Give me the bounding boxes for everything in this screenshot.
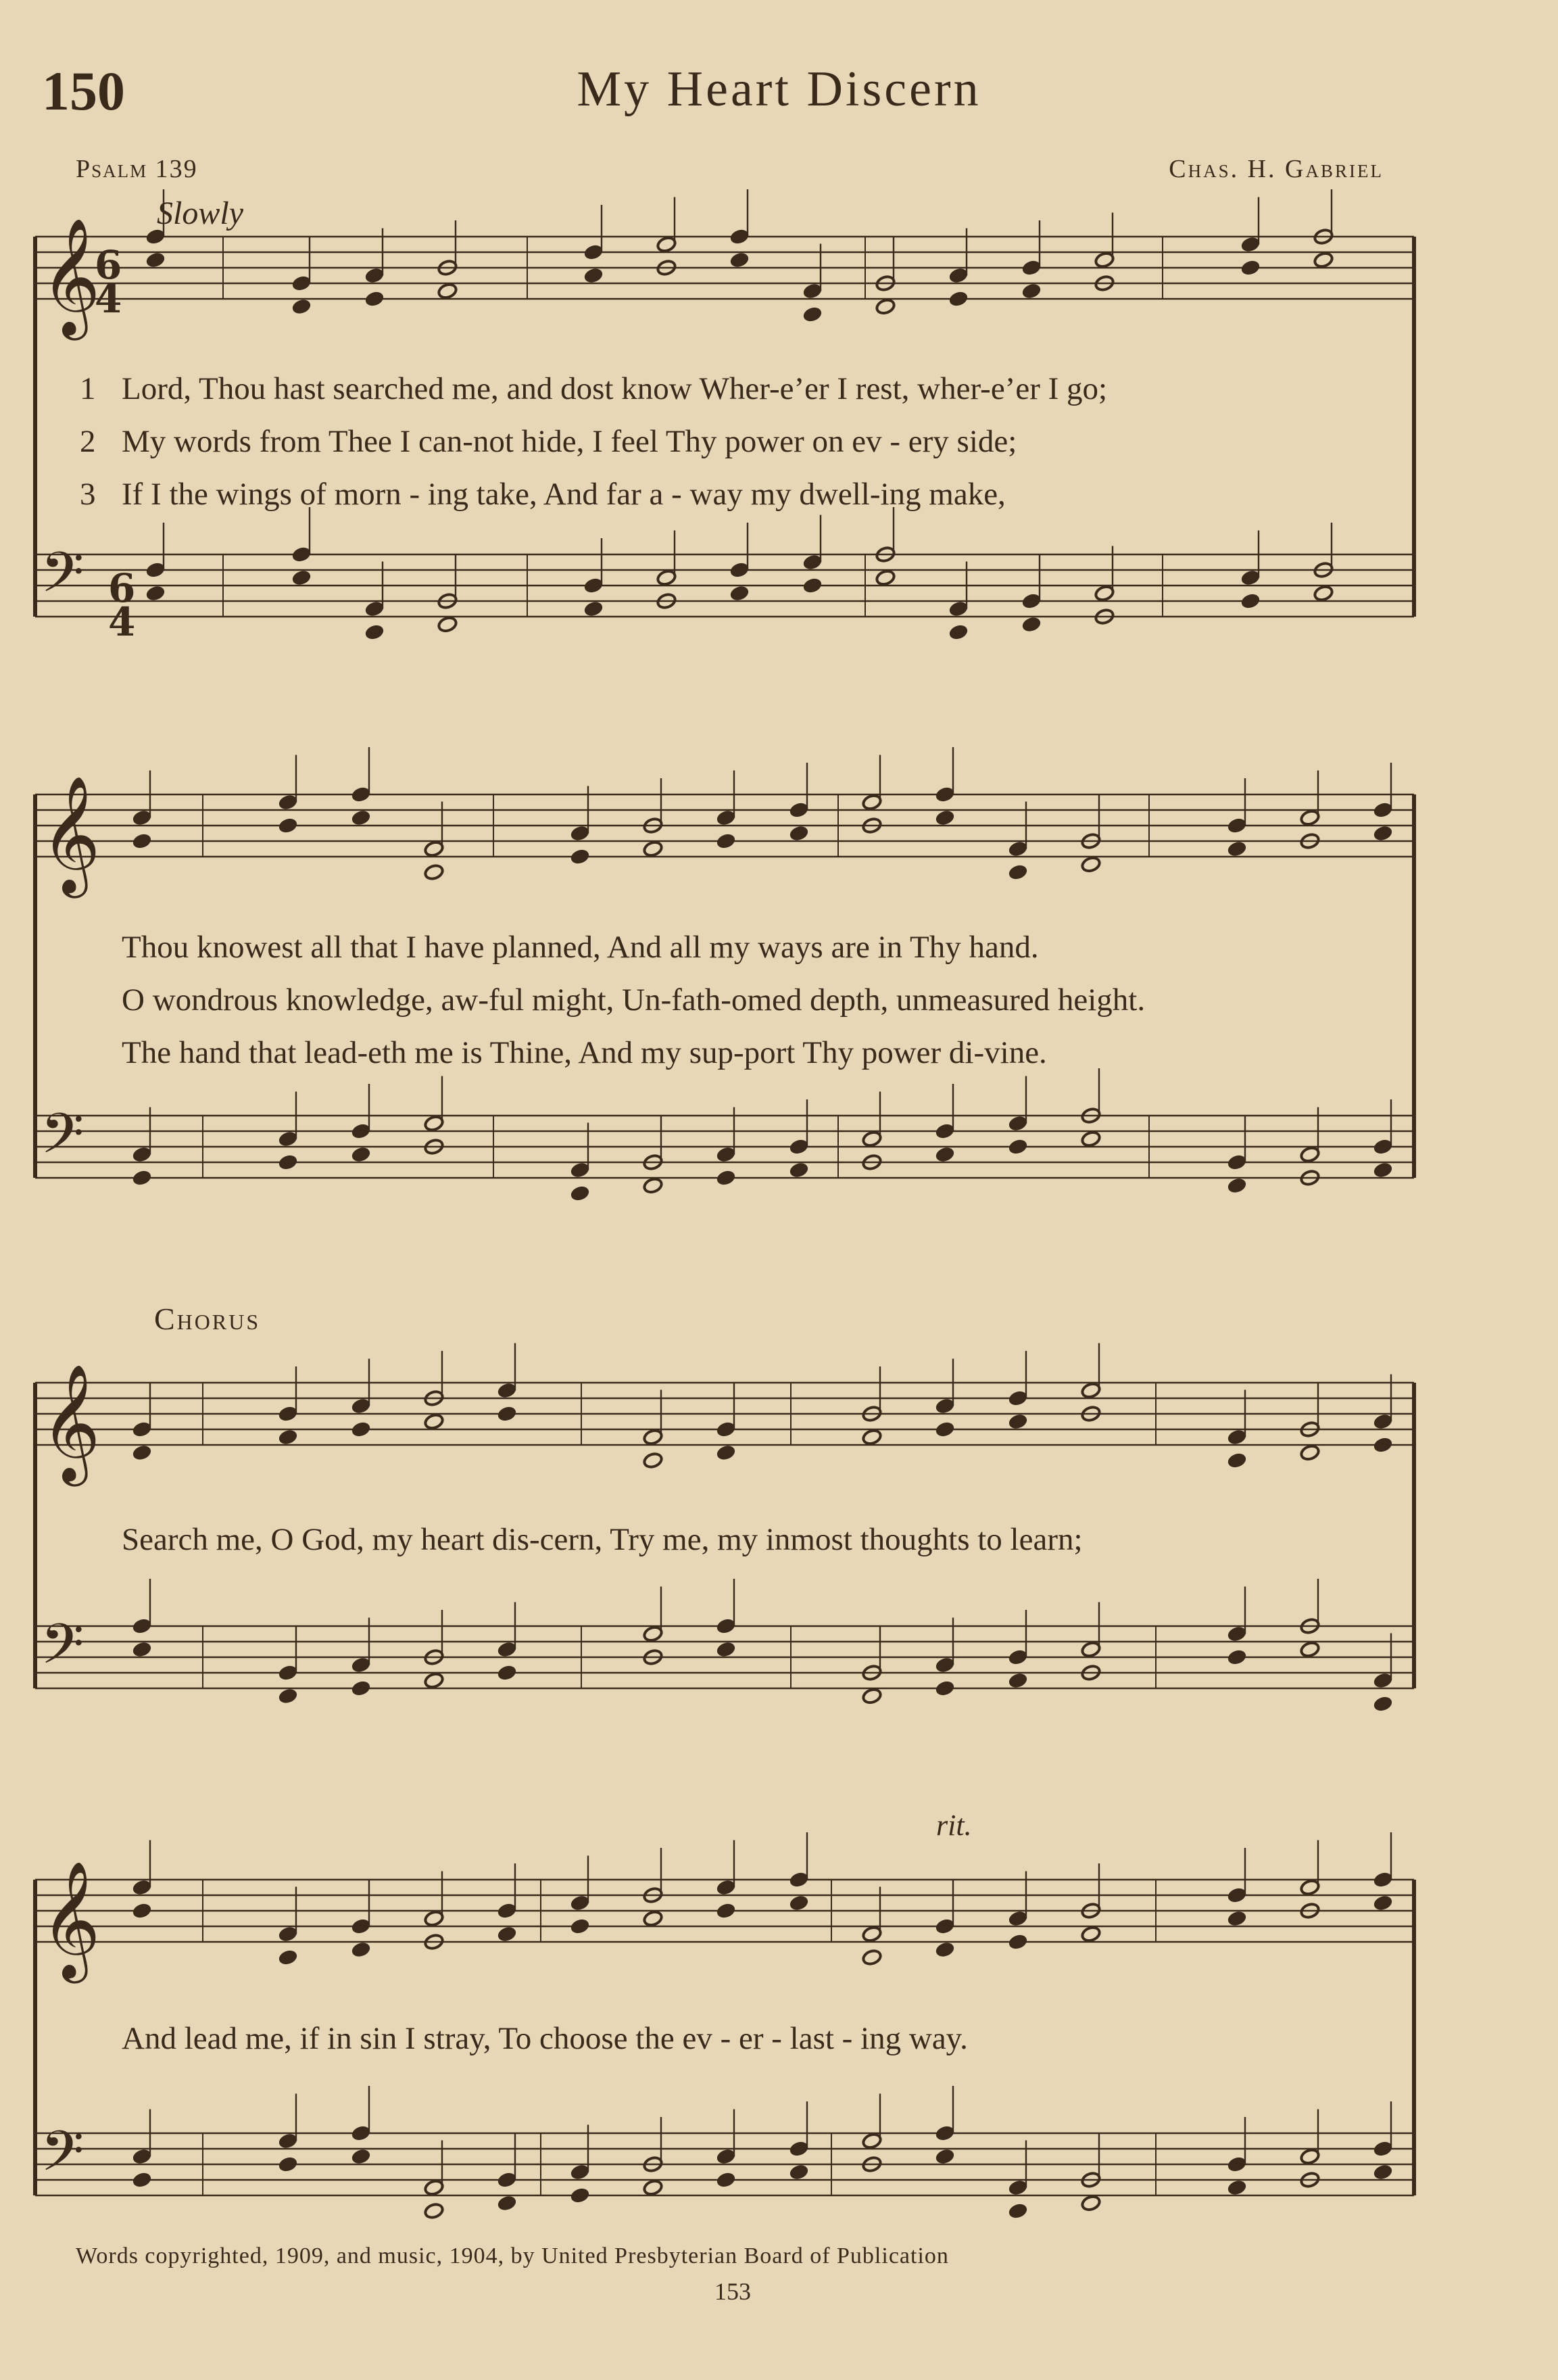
note-head [132, 832, 153, 850]
note-head [862, 1688, 883, 1705]
note-head [132, 1617, 153, 1635]
note-head [1373, 1871, 1394, 1888]
note-head [132, 1444, 153, 1462]
note-head [1373, 1672, 1394, 1690]
note-head [364, 600, 385, 618]
note-head [278, 1688, 299, 1705]
verse-number: 3 [80, 477, 96, 512]
note-head [656, 236, 677, 254]
note-head [424, 2179, 445, 2197]
note-head [935, 1918, 956, 1935]
note-head [278, 2156, 299, 2173]
note-head [716, 1169, 737, 1187]
note-head [716, 2171, 737, 2189]
note-head [935, 1146, 956, 1164]
note-head [132, 1146, 153, 1164]
note-head [351, 1146, 372, 1164]
hymn-title: My Heart Discern [577, 62, 981, 117]
note-head [862, 1130, 883, 1148]
note-head [583, 600, 604, 618]
note-head [1008, 2179, 1029, 2197]
note-head [656, 569, 677, 587]
tempo-marking: Slowly [157, 195, 243, 231]
note-head [716, 1617, 737, 1635]
note-head [862, 2133, 883, 2150]
note-head [497, 1382, 518, 1400]
note-head [351, 786, 372, 803]
note-head [424, 1115, 445, 1133]
note-head [1300, 1146, 1321, 1164]
composer-credit: Chas. H. Gabriel [1169, 155, 1384, 183]
note-head [291, 275, 312, 292]
note-head [862, 1429, 883, 1446]
note-head [497, 2171, 518, 2189]
bass-clef-icon: 𝄢 [41, 2118, 84, 2197]
note-head [1081, 1641, 1102, 1659]
note-head [789, 1138, 810, 1156]
note-head [1373, 1413, 1394, 1431]
note-head [583, 243, 604, 261]
note-head [570, 1162, 591, 1179]
note-head [1008, 1138, 1029, 1156]
note-head [278, 1926, 299, 1943]
verse-1-line-2: Thou knowest all that I have planned, And all my ways are in Thy hand. [122, 930, 1039, 965]
note-head [132, 1879, 153, 1897]
note-head [424, 863, 445, 881]
note-head [291, 569, 312, 587]
note-head [1008, 1933, 1029, 1951]
note-head [716, 1879, 737, 1897]
note-head [1373, 1695, 1394, 1713]
note-head [145, 252, 166, 269]
note-head [278, 817, 299, 834]
note-head [1081, 856, 1102, 874]
note-head [643, 1177, 664, 1195]
note-head [424, 1672, 445, 1690]
ritardando-marking: rit. [936, 1809, 972, 1842]
note-head [278, 1429, 299, 1446]
note-head [351, 1398, 372, 1415]
note-head [1008, 1413, 1029, 1431]
note-head [1373, 2164, 1394, 2181]
chorus-label: Chorus [154, 1302, 261, 1336]
note-head [278, 2133, 299, 2150]
note-head [497, 1641, 518, 1659]
note-head [424, 1910, 445, 1928]
note-head [424, 1413, 445, 1431]
note-head [1373, 801, 1394, 819]
note-head [364, 623, 385, 641]
note-head [278, 1130, 299, 1148]
note-head [1227, 1153, 1248, 1171]
note-head [1021, 616, 1042, 634]
note-head [1227, 1625, 1248, 1643]
verse-2-line-2: O wondrous knowledge, aw-ful might, Un-fath-omed depth, unmeasured height. [122, 982, 1146, 1018]
note-head [789, 1162, 810, 1179]
note-head [132, 1902, 153, 1920]
note-head [1008, 1910, 1029, 1928]
note-head [570, 1918, 591, 1935]
note-head [351, 2148, 372, 2166]
note-head [935, 1122, 956, 1140]
note-head [437, 616, 458, 634]
note-head [278, 794, 299, 811]
note-head [497, 2195, 518, 2212]
note-head [643, 2179, 664, 2197]
note-head [132, 1169, 153, 1187]
note-head [935, 1657, 956, 1674]
note-head [789, 2140, 810, 2158]
treble-clef-icon: 𝄞 [41, 1364, 101, 1481]
note-head [935, 809, 956, 827]
note-head [802, 306, 823, 323]
note-head [132, 2171, 153, 2189]
note-head [716, 832, 737, 850]
note-head [351, 1918, 372, 1935]
note-head [1373, 2140, 1394, 2158]
note-head [1373, 825, 1394, 842]
note-head [802, 283, 823, 300]
note-head [1227, 1886, 1248, 1904]
time-signature-bass-top: 6 [108, 565, 136, 611]
note-head [875, 569, 896, 587]
note-head [716, 2148, 737, 2166]
note-head [1240, 569, 1261, 587]
note-head [729, 252, 750, 269]
note-head [643, 1625, 664, 1643]
note-head [437, 283, 458, 300]
copyright-notice: Words copyrighted, 1909, and music, 1904, by United Presbyterian Board of Publication [76, 2243, 949, 2268]
note-head [643, 1429, 664, 1446]
time-signature-bass-bottom: 4 [108, 599, 136, 645]
note-head [1008, 1648, 1029, 1666]
note-head [948, 600, 969, 618]
lyric-text: If I the wings of morn - ing take, And far a - way my dwell-ing make, [122, 477, 1006, 512]
note-head [132, 809, 153, 827]
note-head [145, 228, 166, 245]
note-head [1373, 1138, 1394, 1156]
note-head [424, 2202, 445, 2220]
note-head [729, 228, 750, 245]
note-head [132, 1641, 153, 1659]
note-head [278, 1153, 299, 1171]
chorus-line-2: And lead me, if in sin I stray, To choose the ev - er - last - ing way. [122, 2021, 968, 2056]
verse-1-line-1 [80, 371, 1107, 407]
verse-number: 1 [80, 371, 96, 406]
note-head [1227, 840, 1248, 858]
note-head [351, 1657, 372, 1674]
note-head [132, 1421, 153, 1438]
note-head [789, 2164, 810, 2181]
note-head [1021, 592, 1042, 610]
note-head [1373, 1895, 1394, 1912]
note-head [1300, 1444, 1321, 1462]
note-head [935, 1398, 956, 1415]
verse-3-line-2: The hand that lead-eth me is Thine, And my sup-port Thy power di-vine. [122, 1035, 1047, 1070]
note-head [789, 1871, 810, 1888]
page-number: 153 [714, 2278, 751, 2305]
note-head [1240, 236, 1261, 254]
note-head [643, 1910, 664, 1928]
note-head [935, 786, 956, 803]
note-head [497, 1902, 518, 1920]
note-head [1081, 1130, 1102, 1148]
note-head [497, 1405, 518, 1423]
note-head [1227, 1429, 1248, 1446]
hymn-number: 150 [42, 60, 125, 122]
lyric-text: My words from Thee I can-not hide, I feel Thy power on ev - ery side; [122, 424, 1017, 459]
note-head [132, 2148, 153, 2166]
note-head [948, 290, 969, 308]
treble-clef-icon: 𝄞 [41, 218, 101, 335]
note-head [1373, 1436, 1394, 1454]
note-head [802, 554, 823, 571]
note-head [1081, 1382, 1102, 1400]
note-head [145, 585, 166, 602]
note-head [278, 1664, 299, 1682]
note-head [1094, 585, 1115, 602]
note-head [789, 825, 810, 842]
note-head [570, 2164, 591, 2181]
note-head [1240, 259, 1261, 277]
note-head [1227, 817, 1248, 834]
note-head [935, 1680, 956, 1697]
note-head [145, 561, 166, 579]
note-head [1227, 2179, 1248, 2197]
note-head [583, 577, 604, 594]
note-head [729, 561, 750, 579]
note-head [643, 840, 664, 858]
verse-number: 2 [80, 424, 96, 459]
note-head [1227, 1177, 1248, 1195]
verse-3-line-1 [80, 476, 1006, 513]
note-head [1081, 2195, 1102, 2212]
note-head [570, 848, 591, 865]
note-head [1300, 1641, 1321, 1659]
note-head [862, 1949, 883, 1966]
note-head [1227, 2156, 1248, 2173]
note-head [1227, 1648, 1248, 1666]
note-head [1313, 252, 1334, 269]
treble-clef-icon: 𝄞 [41, 1861, 101, 1978]
note-head [570, 825, 591, 842]
note-head [716, 809, 737, 827]
note-head [497, 1664, 518, 1682]
note-head [1300, 2148, 1321, 2166]
bass-clef-icon: 𝄢 [41, 1101, 84, 1180]
note-head [789, 801, 810, 819]
note-head [1021, 283, 1042, 300]
note-head [935, 1941, 956, 1959]
note-head [935, 1421, 956, 1438]
psalm-reference: Psalm 139 [76, 155, 198, 183]
note-head [716, 1421, 737, 1438]
note-head [1008, 840, 1029, 858]
note-head [570, 2187, 591, 2204]
note-head [570, 1895, 591, 1912]
note-head [1094, 252, 1115, 269]
note-head [278, 1949, 299, 1966]
note-head [1008, 1389, 1029, 1407]
note-head [948, 267, 969, 285]
note-head [1313, 585, 1334, 602]
time-signature-treble-bottom: 4 [95, 276, 122, 322]
note-head [716, 1444, 737, 1462]
note-head [1008, 1672, 1029, 1690]
note-head [351, 809, 372, 827]
note-head [424, 840, 445, 858]
note-head [1300, 809, 1321, 827]
note-head [351, 1941, 372, 1959]
note-head [364, 290, 385, 308]
treble-clef-icon: 𝄞 [41, 776, 101, 893]
note-head [716, 1902, 737, 1920]
note-head [1227, 1452, 1248, 1469]
bass-clef-icon: 𝄢 [41, 540, 84, 619]
note-head [1021, 259, 1042, 277]
chorus-line-1: Search me, O God, my heart dis-cern, Try me, my inmost thoughts to learn; [122, 1522, 1083, 1557]
note-head [716, 1641, 737, 1659]
note-head [1373, 1162, 1394, 1179]
note-head [1008, 863, 1029, 881]
note-head [291, 546, 312, 563]
note-head [278, 1405, 299, 1423]
note-head [583, 267, 604, 285]
note-head [1227, 1910, 1248, 1928]
note-head [729, 585, 750, 602]
note-head [643, 1452, 664, 1469]
time-signature-treble-top: 6 [95, 242, 122, 288]
note-head [351, 1421, 372, 1438]
bass-clef-icon: 𝄢 [41, 1611, 84, 1690]
note-head [935, 2124, 956, 2142]
note-head [1008, 2202, 1029, 2220]
note-head [935, 2148, 956, 2166]
note-head [351, 2124, 372, 2142]
note-head [1300, 1879, 1321, 1897]
note-head [875, 298, 896, 316]
note-head [716, 1146, 737, 1164]
note-head [1081, 1926, 1102, 1943]
note-head [862, 794, 883, 811]
verse-2-line-1 [80, 423, 1017, 460]
note-head [497, 1926, 518, 1943]
note-head [789, 1895, 810, 1912]
lyric-text: Lord, Thou hast searched me, and dost know Wher-e’er I rest, wher-e’er I go; [122, 371, 1108, 406]
note-head [1008, 1115, 1029, 1133]
note-head [948, 623, 969, 641]
note-head [364, 267, 385, 285]
note-head [570, 1185, 591, 1202]
note-head [802, 577, 823, 594]
note-head [862, 1926, 883, 1943]
note-head [291, 298, 312, 316]
note-head [351, 1680, 372, 1697]
note-head [1240, 592, 1261, 610]
note-head [351, 1122, 372, 1140]
